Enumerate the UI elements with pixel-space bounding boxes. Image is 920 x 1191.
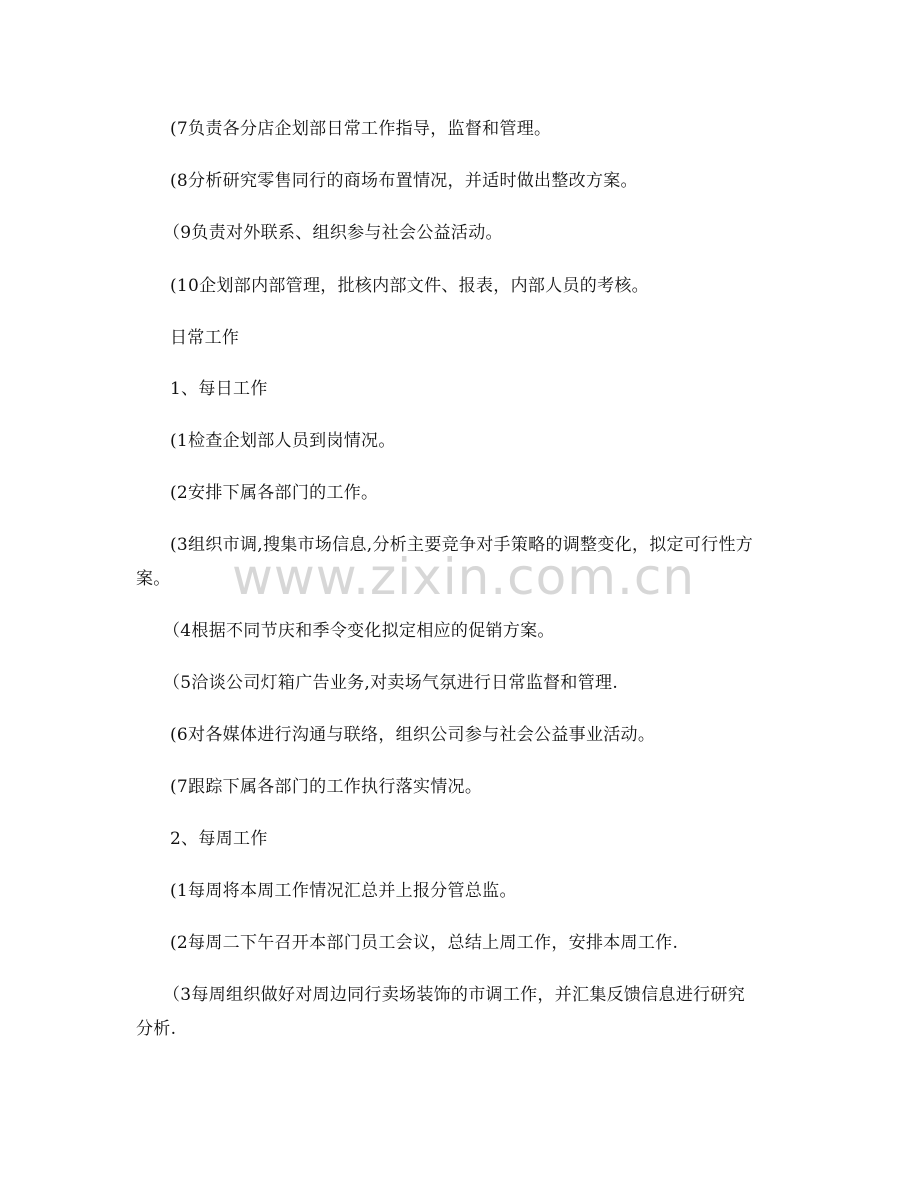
text-line: 案。 bbox=[136, 569, 171, 589]
text-line: （3每周组织做好对周边同行卖场装饰的市调工作，并汇集反馈信息进行研究 bbox=[163, 985, 746, 1005]
text-line: (8分析研究零售同行的商场布置情况，并适时做出整改方案。 bbox=[170, 171, 638, 191]
text-line: (10企划部内部管理，批核内部文件、报表，内部人员的考核。 bbox=[170, 276, 649, 296]
text-line: (6对各媒体进行沟通与联络，组织公司参与社会公益事业活动。 bbox=[170, 725, 656, 745]
text-line: （4根据不同节庆和季令变化拟定相应的促销方案。 bbox=[163, 621, 555, 641]
text-line: （5洽谈公司灯箱广告业务,对卖场气氛进行日常监督和管理. bbox=[163, 673, 619, 693]
text-line: (7跟踪下属各部门的工作执行落实情况。 bbox=[170, 777, 483, 797]
text-line: (2安排下属各部门的工作。 bbox=[170, 483, 379, 503]
text-line: (7负责各分店企划部日常工作指导，监督和管理。 bbox=[170, 119, 552, 139]
text-line: （9负责对外联系、组织参与社会公益活动。 bbox=[163, 223, 503, 243]
text-line: (1每周将本周工作情况汇总并上报分管总监。 bbox=[170, 881, 517, 901]
section-heading: 日常工作 bbox=[170, 328, 240, 348]
text-line: (3组织市调,搜集市场信息,分析主要竞争对手策略的调整变化，拟定可行性方 bbox=[170, 535, 754, 555]
watermark-text: www.zixin.com.cn bbox=[232, 548, 696, 606]
text-line: (1检查企划部人员到岗情况。 bbox=[170, 431, 396, 451]
subsection-heading: 2、每周工作 bbox=[170, 829, 268, 849]
text-line: (2每周二下午召开本部门员工会议，总结上周工作，安排本周工作. bbox=[170, 933, 679, 953]
text-line: 分析. bbox=[136, 1019, 177, 1039]
subsection-heading: 1、每日工作 bbox=[170, 379, 268, 399]
